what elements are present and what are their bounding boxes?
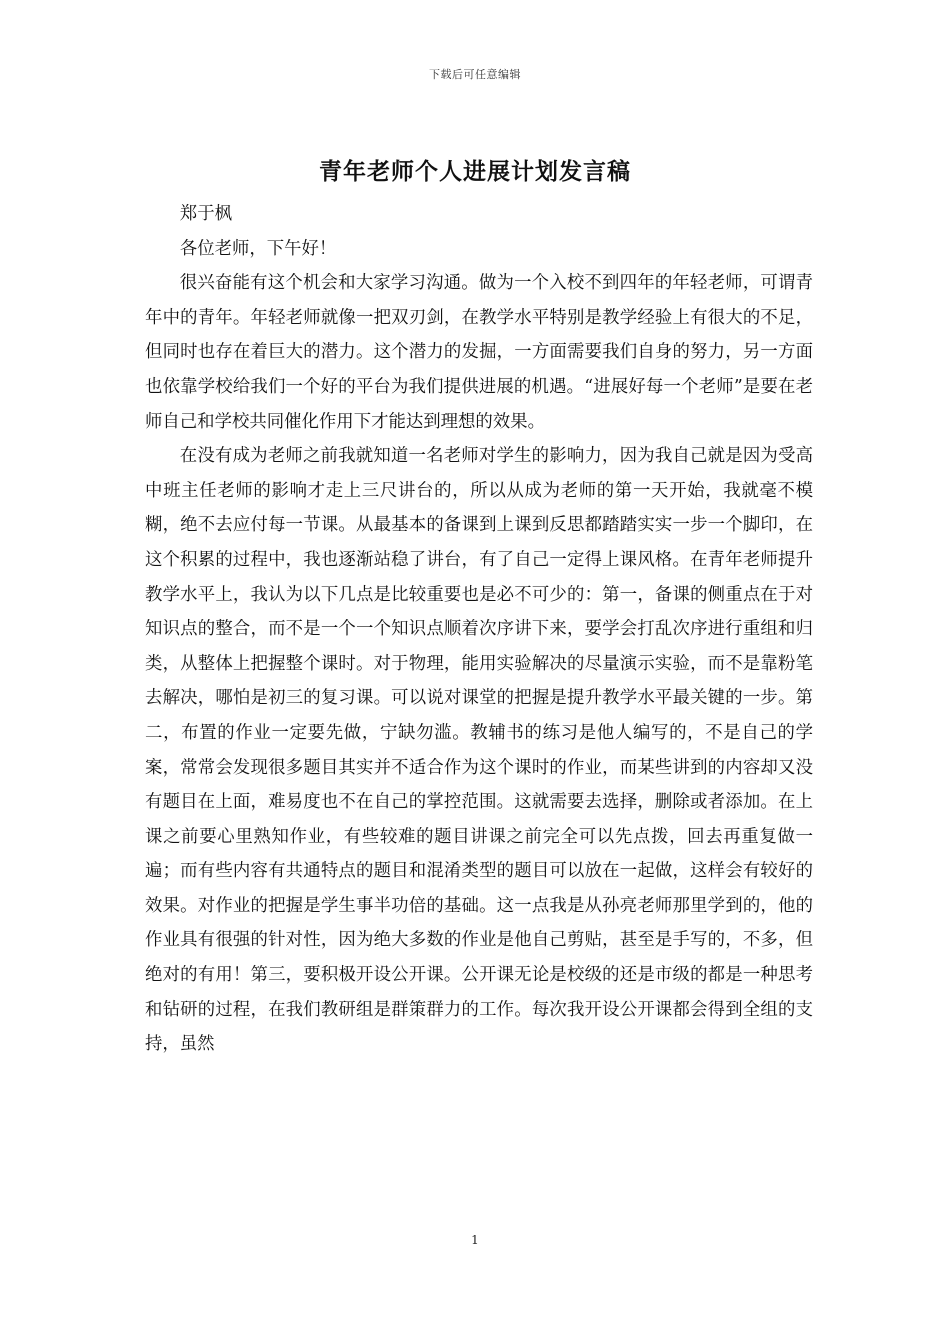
greeting-line: 各位老师，下午好！	[179, 238, 337, 259]
document-body	[145, 197, 813, 1062]
page-header-note: 下载后可任意编辑	[429, 68, 521, 81]
page-number: 1	[471, 1233, 479, 1247]
document-title: 青年老师个人进展计划发言稿	[319, 158, 631, 185]
paragraph-2: 在没有成为老师之前我就知道一名老师对学生的影响力，因为我自己就是因为受高中班主任老师的影响才走上三尺讲台的，所以从成为老师的第一天开始，我就毫不模糊，绝不去应付每一节课。从最基本的备课到上课到反思都踏踏实实一步一个脚印，在这个积累的过程中，我也逐渐站稳了讲台，有了自己一定得上课风格。在青年老师提升教学水平上，我认为以下几点是比较重要也是必不可少的：第一，备课的侧重点在于对知识点的整合，而不是一个一个知识点顺着次序讲下来，要学会打乱次序进行重组和归类，从整体上把握整个课时。对于物理，能用实验解决的尽量演示实验，而不是靠粉笔去解决，哪怕是初三的复习课。可以说对课堂的把握是提升教学水平最关键的一步。第二，布置的作业一定要先做，宁缺勿滥。教辅书的练习是他人编写的，不是自己的学案，常常会发现很多题目其实并不适合作为这个课时的作业，而某些讲到的内容却又没有题目在上面，难易度也不在自己的掌控范围。这就需要去选择，删除或者添加。在上课之前要心里熟知作业，有些较难的题目讲课之前完全可以先点拨，回去再重复做一遍；而有些内容有共通特点的题目和混淆类型的题目可以放在一起做，这样会有较好的效果。对作业的把握是学生事半功倍的基础。这一点我是从孙亮老师那里学到的，他的作业具有很强的针对性，因为绝大多数的作业是他自己剪贴，甚至是手写的，不多，但绝对的有用！第三，要积极开设公开课。公开课无论是校级的还是市级的都是一种思考和钻研的过程，在我们教研组是群策群力的工作。每次我开设公开课都会得到全组的支持，虽然	[145, 446, 813, 1055]
author-line: 郑于枫	[179, 204, 232, 224]
paragraph-1: 很兴奋能有这个机会和大家学习沟通。做为一个入校不到四年的年轻老师，可谓青年中的青年。年轻老师就像一把双刃剑，在教学水平特别是教学经验上有很大的不足，但同时也存在着巨大的潜力。这个潜力的发掘，一方面需要我们自身的努力，另一方面也依靠学校给我们一个好的平台为我们提供进展的机遇。“进展好每一个老师”是要在老师自己和学校共同催化作用下才能达到理想的效果。	[145, 273, 813, 432]
